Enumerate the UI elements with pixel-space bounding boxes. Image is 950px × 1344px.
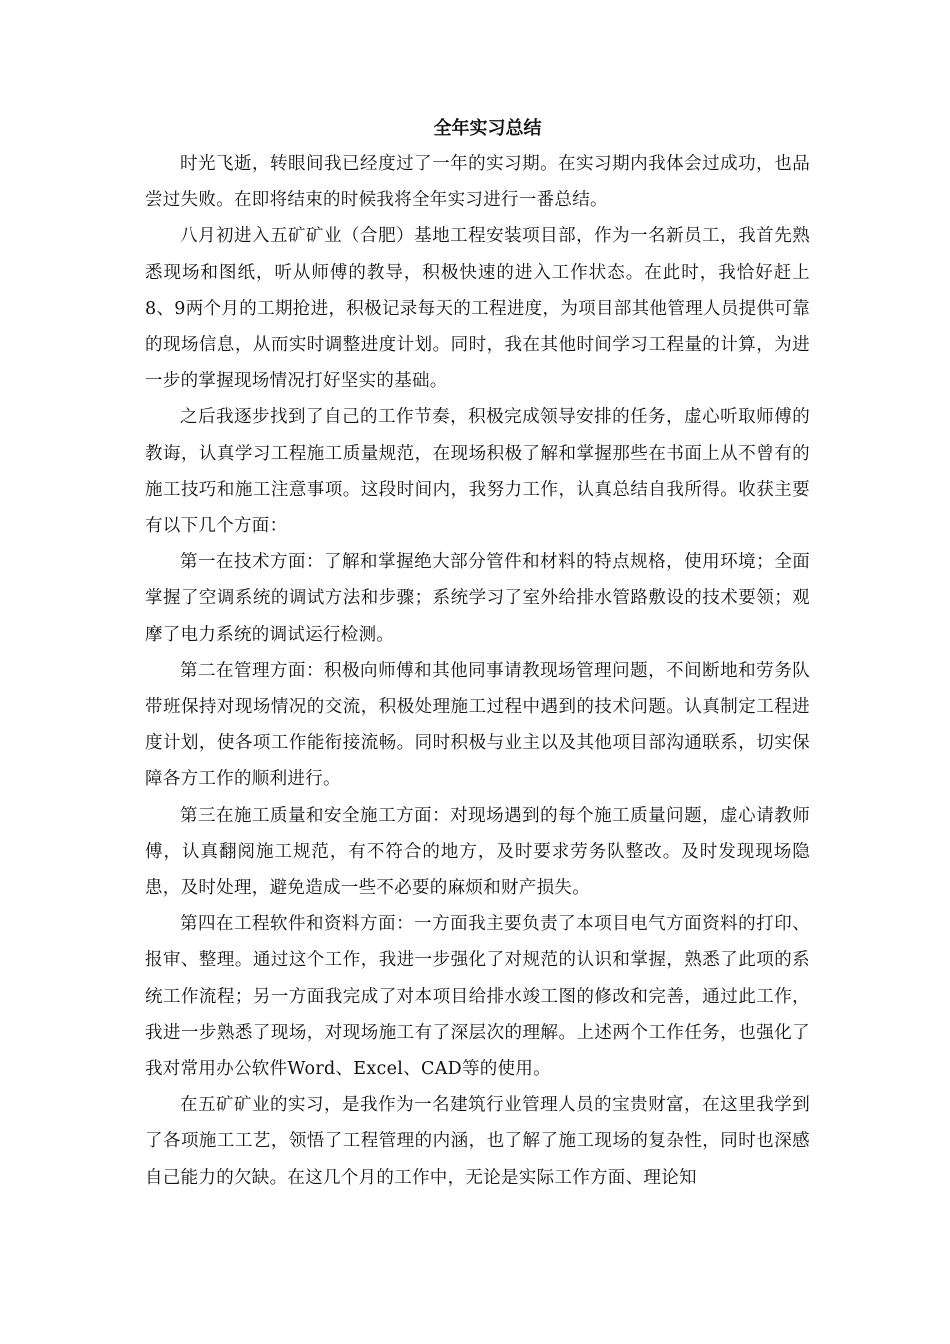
paragraph-conclusion: 在五矿矿业的实习，是我作为一名建筑行业管理人员的宝贵财富，在这里我学到了各项施工工艺，领悟了工程管理的内涵，也了解了施工现场的复杂性，同时也深感自己能力的欠缺。在这几个月的工作中，无论是实际工作方面、理论知	[145, 1095, 810, 1188]
paragraph-technical: 第一在技术方面：了解和掌握绝大部分管件和材料的特点规格，使用环境；全面掌握了空调系统的调试方法和步骤；系统学习了室外给排水管路敷设的技术要领；观摩了电力系统的调试运行检测。	[145, 552, 810, 645]
paragraph-software: 第四在工程软件和资料方面：一方面我主要负责了本项目电气方面资料的打印、报审、整理。通过这个工作，我进一步强化了对规范的认识和掌握，熟悉了此项的系统工作流程；另一方面我完成了对本项目给排水竣工图的修改和完善，通过此工作，我进一步熟悉了现场，对现场施工有了深层次的理解。上述两个工作任务，也强化了我对常用办公软件Word、Excel、CAD等的使用。	[145, 914, 810, 1080]
paragraph-august: 八月初进入五矿矿业（合肥）基地工程安装项目部，作为一名新员工，我首先熟悉现场和图纸，听从师傅的教导，积极快速的进入工作状态。在此时，我恰好赶上8、9两个月的工期抢进，积极记录每天的工程进度，为项目部其他管理人员提供可靠的现场信息，从而实时调整进度计划。同时，我在其他时间学习工程量的计算，为进一步的掌握现场情况打好坚实的基础。	[145, 226, 810, 392]
paragraph-rhythm: 之后我逐步找到了自己的工作节奏，积极完成领导安排的任务，虚心听取师傅的教诲，认真学习工程施工质量规范，在现场积极了解和掌握那些在书面上从不曾有的施工技巧和施工注意事项。这段时间内，我努力工作，认真总结自我所得。收获主要有以下几个方面：	[145, 407, 810, 537]
paragraph-intro: 时光飞逝，转眼间我已经度过了一年的实习期。在实习期内我体会过成功，也品尝过失败。在即将结束的时候我将全年实习进行一番总结。	[145, 154, 810, 211]
paragraph-quality-safety: 第三在施工质量和安全施工方面：对现场遇到的每个施工质量问题，虚心请教师傅，认真翻阅施工规范，有不符合的地方，及时要求劳务队整改。及时发现现场隐患，及时处理，避免造成一些不必要的麻烦和财产损失。	[145, 805, 810, 899]
document-page	[145, 112, 810, 1196]
document-title: 全年实习总结	[433, 118, 542, 139]
paragraph-management: 第二在管理方面：积极向师傅和其他同事请教现场管理问题，不间断地和劳务队带班保持对现场情况的交流，积极处理施工过程中遇到的技术问题。认真制定工程进度计划，使各项工作能衔接流畅。同时积极与业主以及其他项目部沟通联系，切实保障各方工作的顺利进行。	[145, 660, 810, 790]
